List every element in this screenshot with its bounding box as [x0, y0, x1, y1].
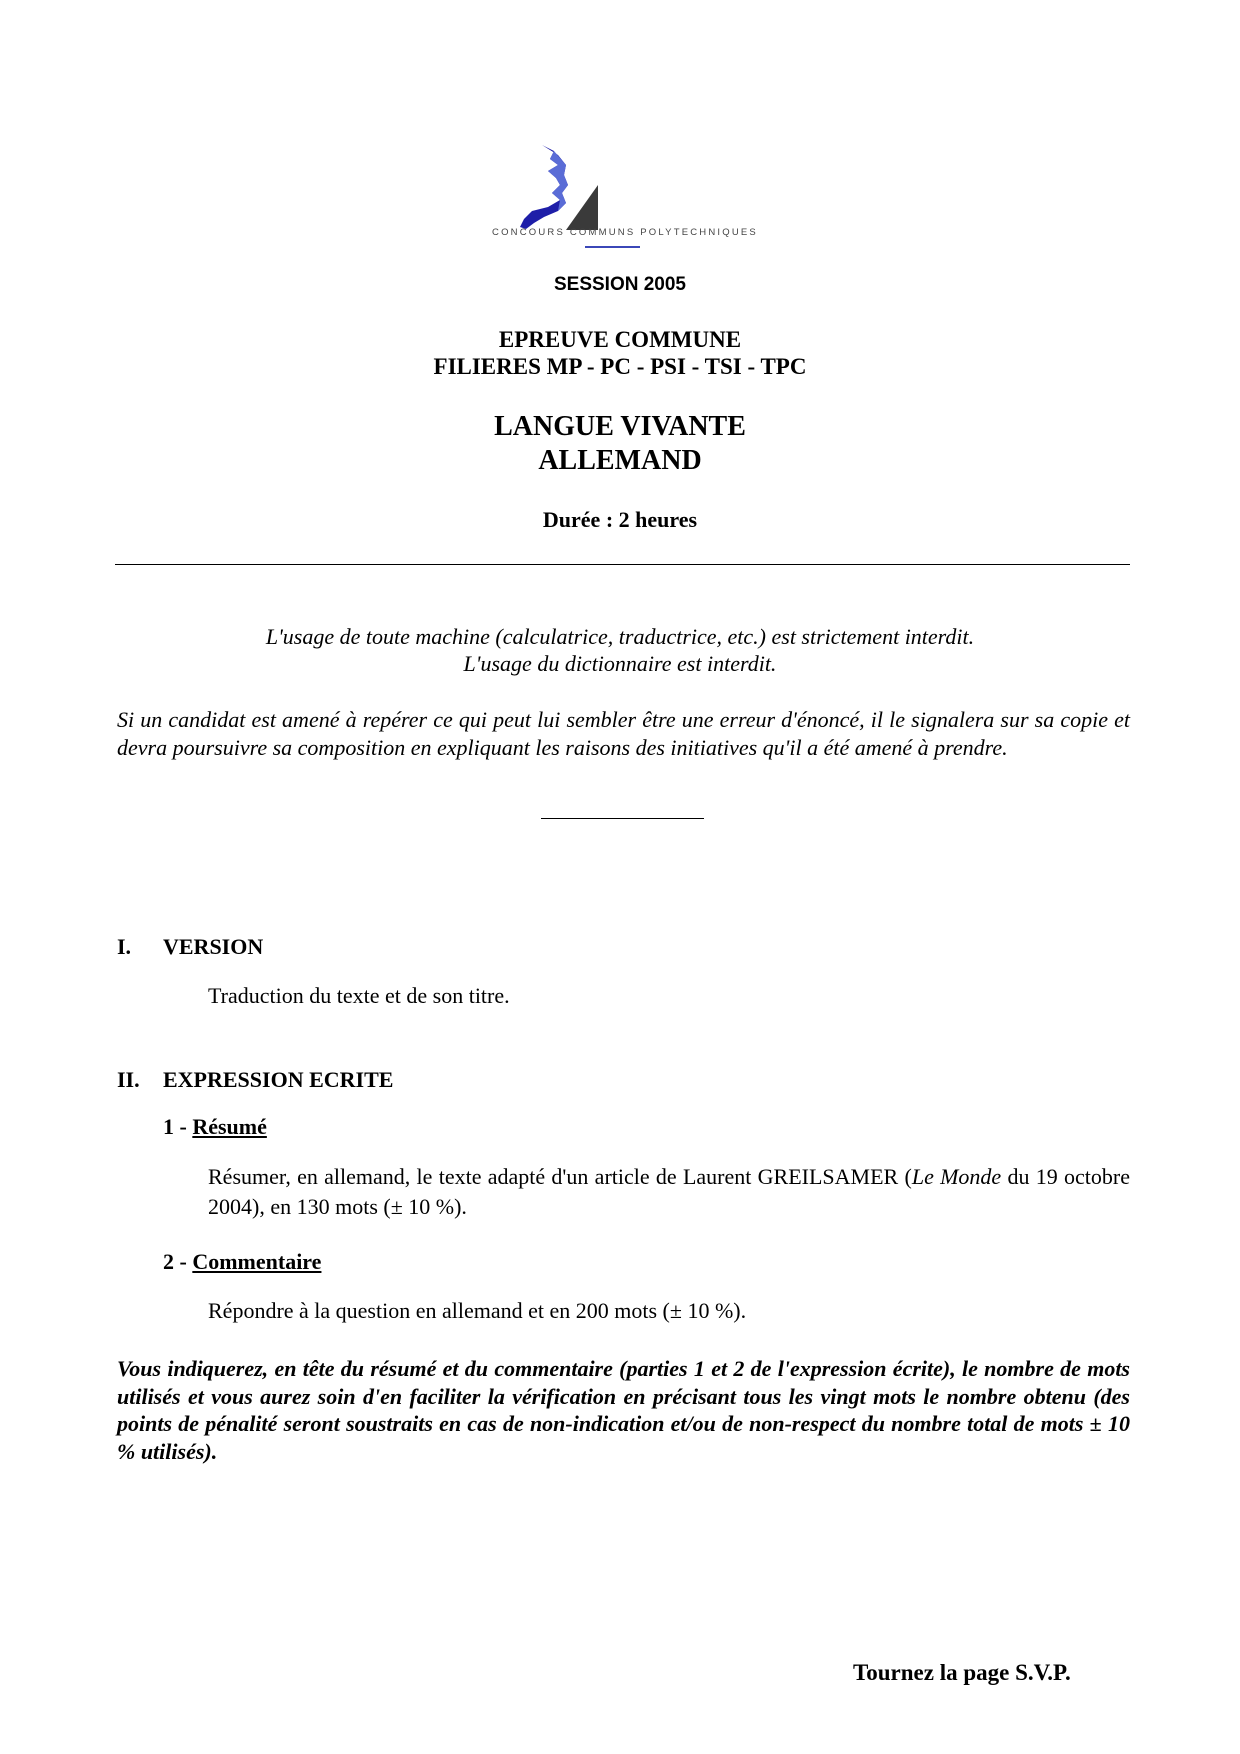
subsection-commentaire-prefix: 2 -: [163, 1249, 193, 1274]
ccp-logo: [470, 145, 780, 250]
resume-text-before: Résumer, en allemand, le texte adapté d'un article de Laurent GREILSAMER (: [208, 1164, 912, 1189]
subsection-resume-text: [208, 1162, 1130, 1222]
error-notice: Si un candidat est amené à repérer ce qui peut lui sembler être une erreur d'énoncé, il le signalera sur sa copie et devra poursuivre sa composition en expliquant les raisons des initiatives qu'il a été amené à prendre.: [117, 707, 1130, 760]
rule-calculator: L'usage de toute machine (calculatrice, traductrice, etc.) est strictement interdit.: [265, 624, 975, 649]
subsection-commentaire-heading: [163, 1249, 321, 1275]
rule-dictionary: L'usage du dictionnaire est interdit.: [463, 651, 777, 676]
logo-underline: [585, 246, 640, 248]
section-1-number: I.: [117, 934, 132, 959]
subsection-commentaire-text: Répondre à la question en allemand et en 200 mots (± 10 %).: [208, 1298, 747, 1323]
filieres-line: FILIERES MP - PC - PSI - TSI - TPC: [433, 354, 807, 379]
word-count-instruction: Vous indiquerez, en tête du résumé et du commentaire (parties 1 et 2 de l'expression écrite), le nombre de mots utilisés et vous aurez soin d'en faciliter la vérification en précisant tous les vingt mots le nombre obtenu (des points de pénalité seront soustraits en cas de non-indication et/ou de non-respect du nombre total de mots ± 10 % utilisés).: [117, 1356, 1130, 1464]
section-2-title: EXPRESSION ECRITE: [163, 1067, 394, 1092]
section-1-text: Traduction du texte et de son titre.: [208, 983, 510, 1008]
resume-text-after: du 19 octobre 2004), en 130 mots (± 10 %).: [208, 1164, 1131, 1219]
section-1-title: VERSION: [163, 934, 264, 959]
subsection-resume-title: Résumé: [192, 1114, 267, 1139]
section-2-number: II.: [117, 1067, 140, 1092]
subsection-commentaire-title: Commentaire: [192, 1249, 322, 1274]
language-name: ALLEMAND: [538, 445, 702, 476]
subsection-resume-heading: [163, 1114, 267, 1140]
session-label: SESSION 2005: [553, 274, 687, 295]
subsection-resume-prefix: 1 -: [163, 1114, 193, 1139]
logo-emblem: [470, 145, 780, 230]
short-divider: [541, 818, 704, 819]
logo-text: CONCOURS COMMUNS POLYTECHNIQUES: [492, 227, 758, 238]
duration: Durée : 2 heures: [542, 507, 698, 532]
turn-page-note: Tournez la page S.V.P.: [853, 1660, 1071, 1685]
epreuve-title: EPREUVE COMMUNE: [498, 327, 742, 352]
horizontal-divider: [115, 564, 1130, 565]
resume-text-italic: Le Monde: [911, 1164, 1002, 1189]
langue-title: LANGUE VIVANTE: [494, 411, 746, 442]
